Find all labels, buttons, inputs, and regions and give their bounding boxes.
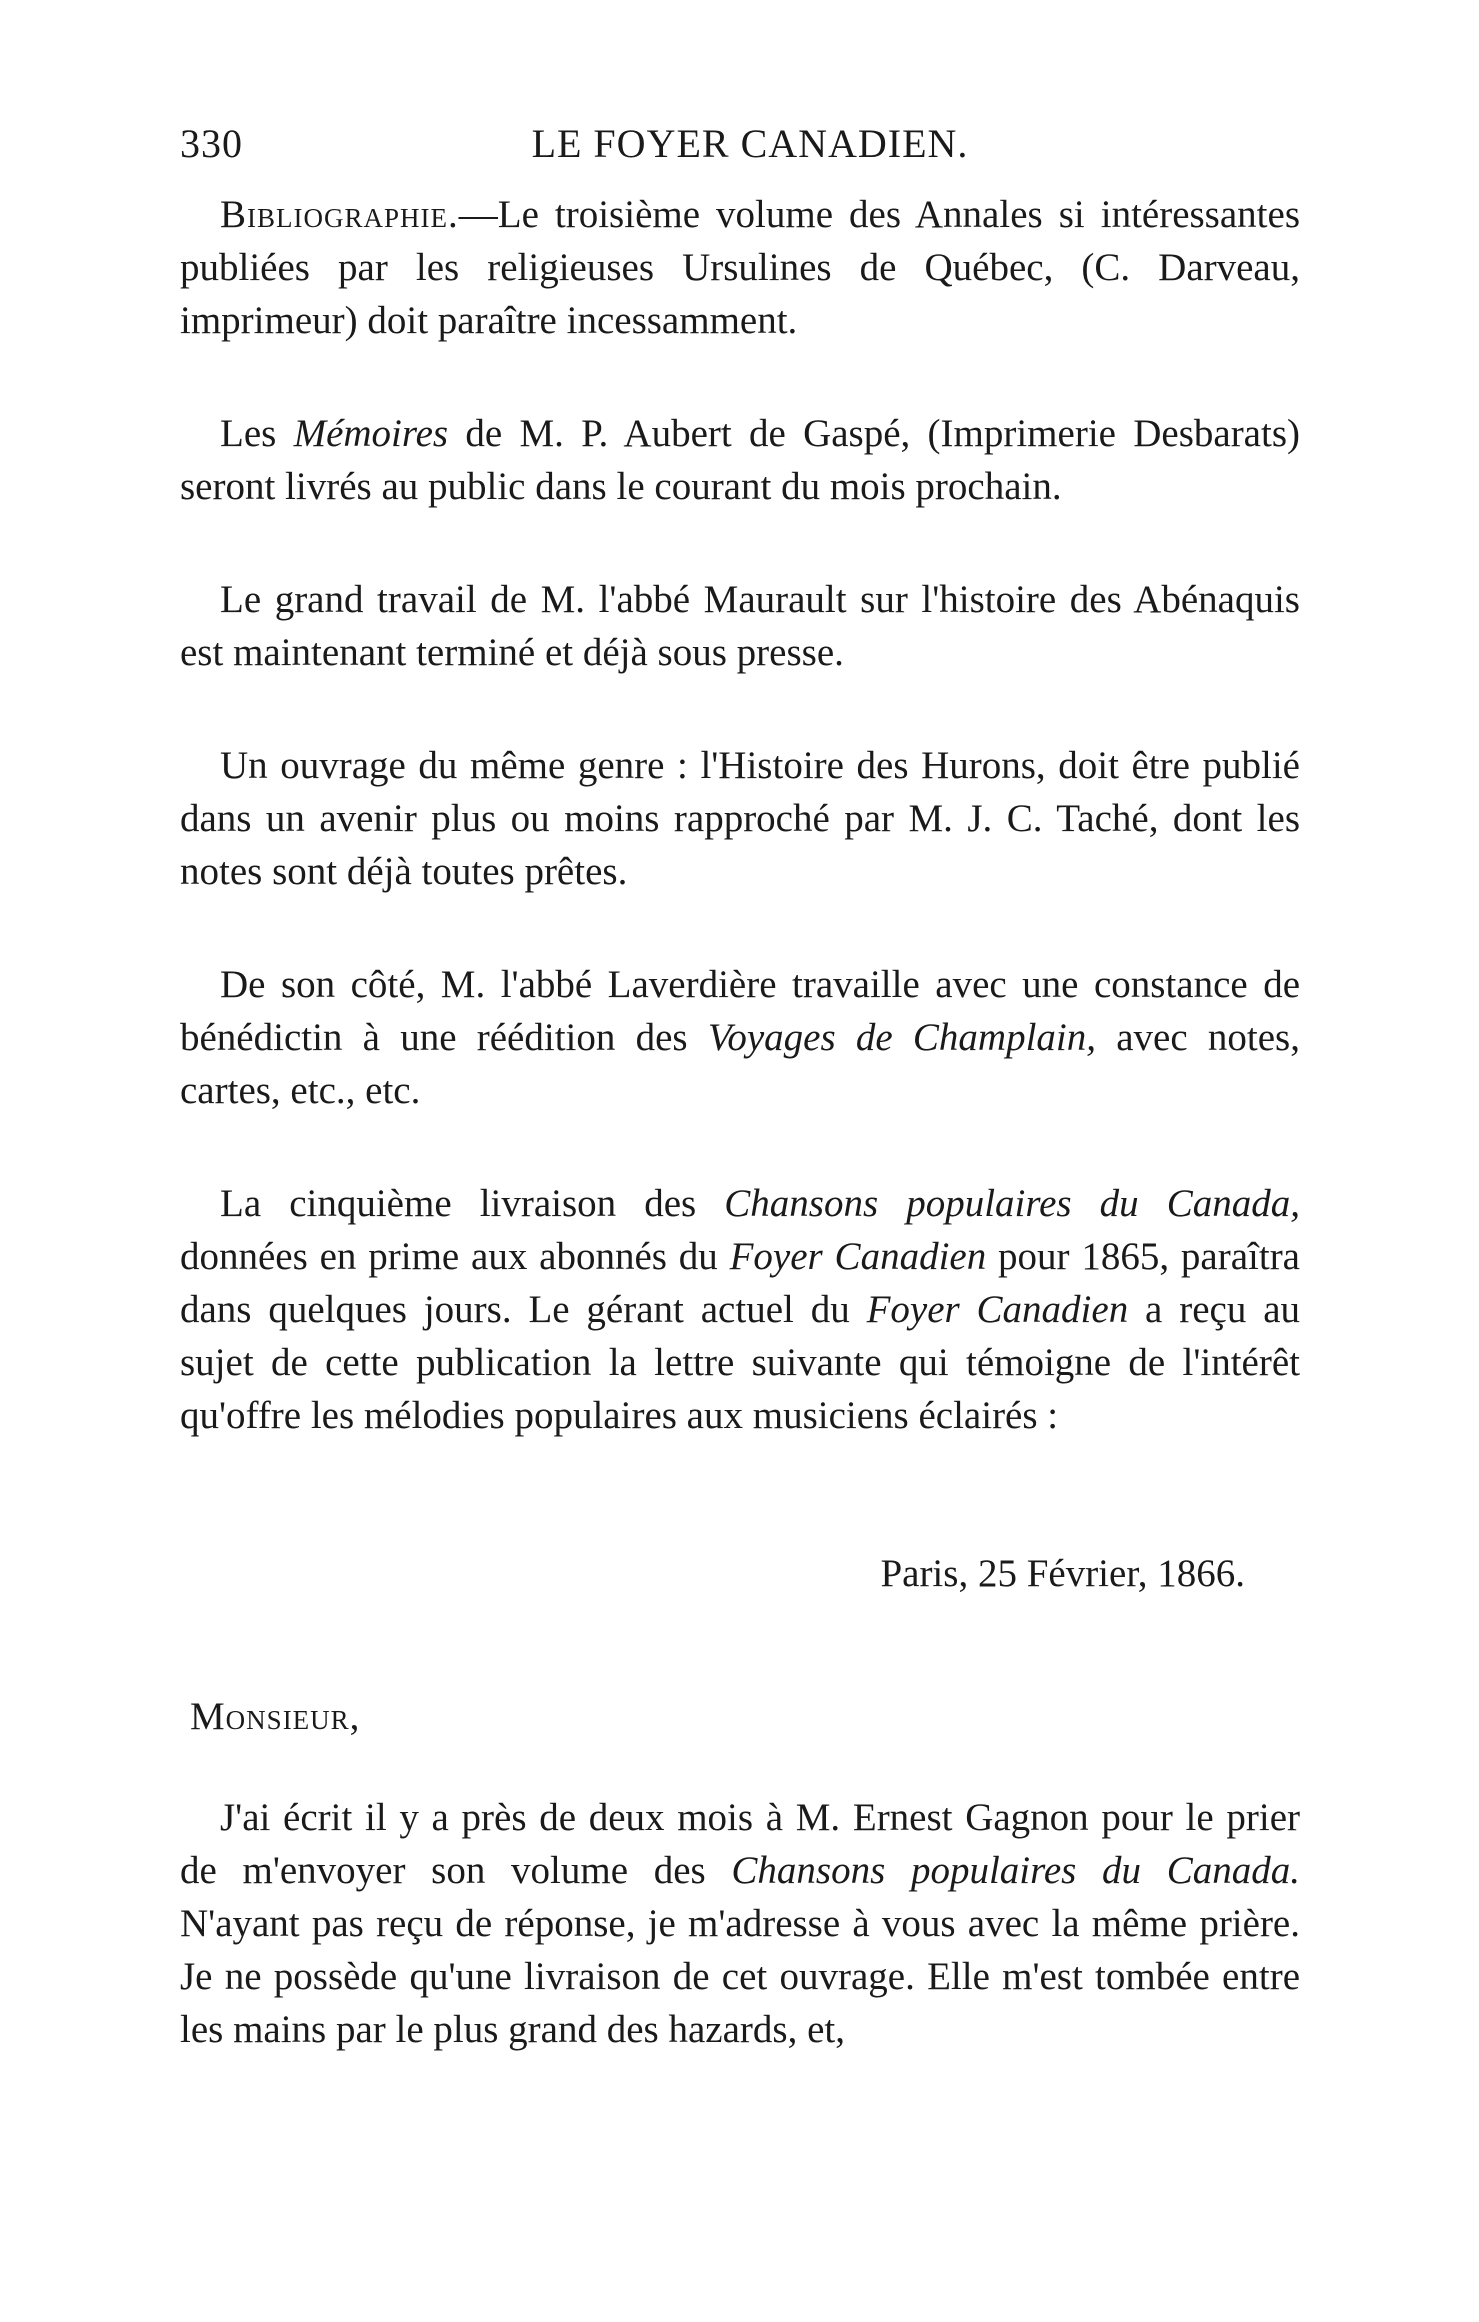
- book-title: Chansons populaires du Canada,: [724, 1182, 1300, 1225]
- book-page: [180, 120, 1300, 2056]
- letter-dateline: Paris, 25 Février, 1866.: [880, 1552, 1245, 1595]
- paragraph-chansons: [180, 1177, 1300, 1442]
- book-title: Voyages de Champlain,: [707, 1016, 1096, 1059]
- section-lead: Bibliographie.: [220, 193, 459, 236]
- book-title: Mémoires: [293, 412, 449, 455]
- text-run: données en prime aux abonnés du: [180, 1235, 730, 1278]
- text-run: J'ai écrit il y a près de deux mois à M. Ernest Gagnon pour le prier de m'envoyer son volume des: [180, 1796, 1300, 1892]
- text-run: La cinquième livraison des: [220, 1182, 725, 1225]
- paragraph-laverdiere: [180, 958, 1300, 1117]
- text-run: a reçu au sujet de cette publication la lettre suivante qui témoigne de l'intérêt qu'offre les mélodies populaires aux musiciens éclairés :: [180, 1288, 1301, 1437]
- text-run: de M. P. Aubert de Gaspé, (Imprimerie Desbarats) seront livrés au public dans le courant du mois prochain.: [180, 412, 1300, 508]
- book-title: Chansons populaires du Canada.: [731, 1849, 1300, 1892]
- publication-title: Foyer Canadien: [729, 1235, 987, 1278]
- text-run: avec notes, cartes, etc., etc.: [180, 1016, 1300, 1112]
- running-head: [180, 120, 1300, 180]
- paragraph-text: —Le troisième volume des Annales si intéressantes publiées par les religieuses Ursulines de Québec, (C. Darveau, imprimeur) doit paraître incessamment.: [180, 193, 1300, 342]
- text-run: De son côté, M. l'abbé Laverdière travaille avec une constance de bénédictin à une réédition des: [180, 963, 1300, 1059]
- paragraph-text: Un ouvrage du même genre : l'Histoire des Hurons, doit être publié dans un avenir plus ou moins rapproché par M. J. C. Taché, dont les notes sont déjà toutes prêtes.: [180, 744, 1300, 893]
- letter-salutation: [180, 1690, 1300, 1743]
- text-run: N'ayant pas reçu de réponse, je m'adresse à vous avec la même prière. Je ne possède qu'une livraison de cet ouvrage. Elle m'est tombée entre les mains par le plus grand des hazards, et,: [180, 1902, 1300, 2051]
- text-run: Les: [220, 412, 294, 455]
- page-number: 330: [180, 121, 243, 166]
- paragraph-maurault: [180, 573, 1300, 679]
- paragraph-bibliographie: [180, 188, 1300, 347]
- text-run: pour 1865, paraîtra dans quelques jours. Le gérant actuel du: [180, 1235, 1300, 1331]
- paragraph-text: Le grand travail de M. l'abbé Maurault sur l'histoire des Abénaquis est maintenant terminé et déjà sous presse.: [180, 578, 1300, 674]
- running-title: LE FOYER CANADIEN.: [531, 121, 969, 166]
- paragraph-hurons: [180, 739, 1300, 898]
- letter-body: [180, 1791, 1300, 2056]
- publication-title: Foyer Canadien: [866, 1288, 1129, 1331]
- salutation-text: Monsieur,: [190, 1695, 361, 1738]
- paragraph-memoires: [180, 407, 1300, 513]
